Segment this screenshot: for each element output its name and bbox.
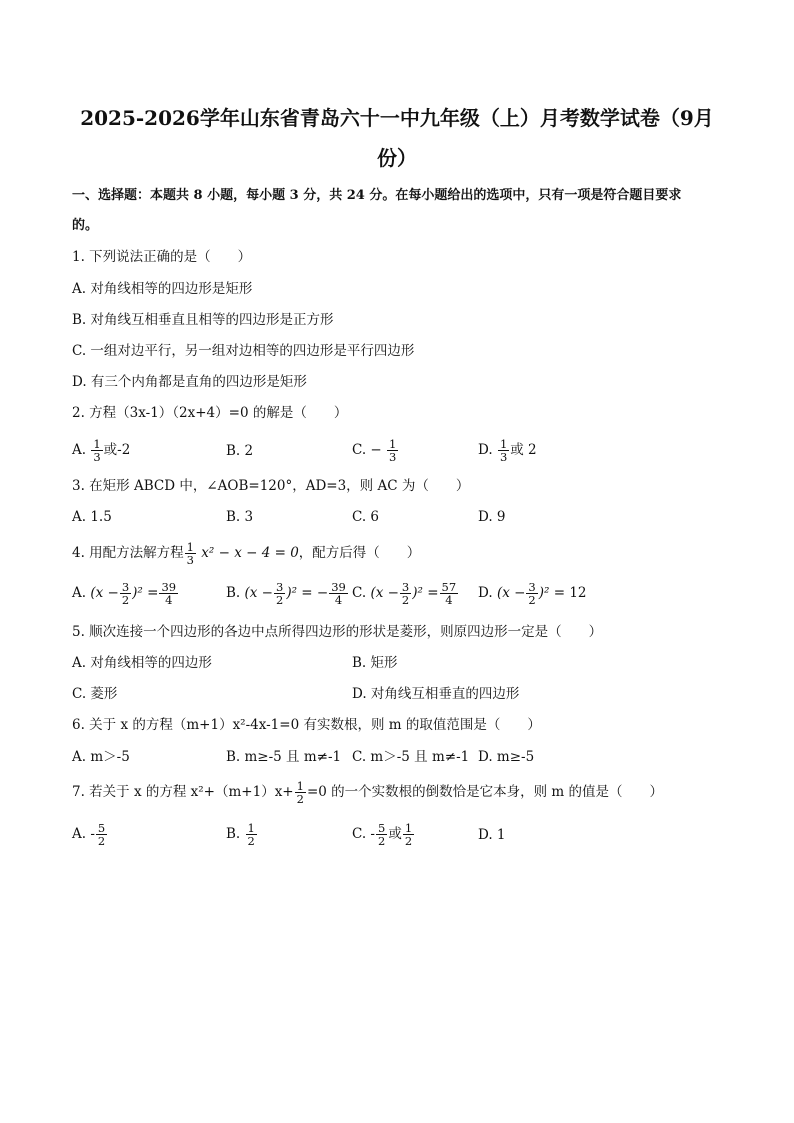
q1-option-a: A. 对角线相等的四边形是矩形 — [72, 281, 253, 297]
q7-c-den: 2 — [378, 834, 386, 848]
q2-a-num: 1 — [93, 437, 101, 451]
q5-option-c: C. 菱形 — [72, 686, 118, 702]
q4-b-num: 39 — [331, 580, 346, 594]
q4-a-fraction — [159, 581, 178, 606]
q3-option-c: C. 6 — [352, 509, 380, 525]
q4-d-sq-num: 3 — [528, 580, 536, 594]
q2-c-fraction — [387, 438, 398, 463]
q2-a-label: A. — [72, 442, 87, 458]
q4-c-sq-post: )² = — [412, 585, 439, 601]
q4-d-sq-post: )² = — [538, 585, 566, 601]
q7-b-num: 1 — [247, 821, 255, 835]
q4-d-label: D. — [478, 585, 493, 601]
q7-a-fraction — [96, 822, 107, 847]
q4-stem-post: ，配方后得（ ） — [298, 545, 421, 561]
q5-option-d: D. 对角线互相垂直的四边形 — [352, 686, 520, 702]
q4-b-label: B. — [226, 585, 241, 601]
q1-option-b: B. 对角线互相垂直且相等的四边形是正方形 — [72, 312, 334, 328]
q2-a-tail: 或-2 — [103, 442, 131, 458]
q4-stem-den: 3 — [186, 553, 194, 567]
q4-stem-fraction — [185, 541, 196, 566]
q4-b-sq-num: 3 — [276, 580, 284, 594]
q4-stem-equation: x² − x − 4 = 0 — [201, 545, 299, 561]
q4-a-sq-fraction — [120, 581, 131, 606]
q7-a-label: A. - — [72, 826, 95, 842]
q7-c-mid: 或 — [388, 826, 402, 842]
q4-c-sq-num: 3 — [401, 580, 410, 594]
q7-a-num: 5 — [97, 821, 106, 835]
q4-d-sq-pre: (x − — [496, 585, 526, 601]
q4-a-label: A. — [72, 585, 87, 601]
q4-c-den: 4 — [445, 593, 453, 607]
q4-d-sq-fraction — [526, 581, 537, 606]
q2-d-den: 3 — [499, 450, 508, 464]
q6-option-c: C. m＞-5 且 m≠-1 — [352, 749, 470, 765]
q5-option-a: A. 对角线相等的四边形 — [72, 655, 212, 671]
q1-option-d: D. 有三个内角都是直角的四边形是矩形 — [72, 374, 307, 390]
q3-option-d: D. 9 — [478, 509, 506, 525]
q4-c-sq-fraction — [400, 581, 411, 606]
q4-stem — [72, 541, 420, 566]
q7-stem-num: 1 — [296, 779, 304, 793]
q6-option-b: B. m≥-5 且 m≠-1 — [226, 749, 342, 765]
q4-c-num: 57 — [441, 580, 457, 594]
q4-option-d — [478, 581, 587, 606]
q7-a-den: 2 — [97, 834, 106, 848]
q2-c-num: 1 — [389, 437, 397, 451]
q4-b-den: 4 — [334, 593, 343, 607]
q5-option-b: B. 矩形 — [352, 655, 398, 671]
q7-option-b — [226, 822, 258, 847]
q2-option-d — [478, 438, 537, 463]
q7-c-fraction2 — [403, 822, 414, 847]
q4-a-sq-post: )² = — [132, 585, 159, 601]
section-instructions-line2: 的。 — [72, 218, 99, 233]
q4-b-sq-den: 2 — [276, 593, 284, 607]
q4-option-a — [72, 581, 179, 606]
q2-d-label: D. — [478, 442, 493, 458]
q2-d-tail: 或 2 — [510, 442, 537, 458]
q4-a-sq-num: 3 — [121, 580, 130, 594]
q5-stem: 5. 顺次连接一个四边形的各边中点所得四边形的形状是菱形，则原四边形一定是（ ） — [72, 624, 603, 640]
q7-stem — [72, 780, 663, 805]
q7-option-d: D. 1 — [478, 827, 506, 843]
q7-c-num: 5 — [378, 821, 386, 835]
q4-d-sq-den: 2 — [528, 593, 536, 607]
q4-a-sq-pre: (x − — [90, 585, 119, 601]
q2-d-fraction — [498, 438, 509, 463]
q2-stem: 2. 方程（3x-1）（2x+4）=0 的解是（ ） — [72, 405, 348, 421]
q3-option-a: A. 1.5 — [72, 509, 112, 525]
q3-option-b: B. 3 — [226, 509, 254, 525]
q2-a-fraction — [91, 438, 102, 463]
q2-c-label: C. − — [352, 442, 382, 458]
q4-a-sq-den: 2 — [121, 593, 130, 607]
q7-stem-fraction — [295, 780, 306, 805]
section-instructions-line1: 一、选择题：本题共 8 小题，每小题 3 分，共 24 分。在每小题给出的选项中，只有一项是符合题目要求 — [72, 188, 682, 203]
q6-stem: 6. 关于 x 的方程（m+1）x²-4x-1=0 有实数根，则 m 的取值范围是（ ） — [72, 717, 541, 733]
q4-a-num: 39 — [161, 580, 177, 594]
q7-stem-post: =0 的一个实数根的倒数恰是它本身，则 m 的值是（ ） — [306, 784, 664, 800]
q4-b-sq-pre: (x − — [244, 585, 273, 601]
q4-c-sq-pre: (x − — [370, 585, 399, 601]
q3-stem: 3. 在矩形 ABCD 中，∠AOB=120°，AD=3，则 AC 为（ ） — [72, 478, 470, 494]
q2-d-num: 1 — [499, 437, 508, 451]
q4-c-label: C. — [352, 585, 367, 601]
q7-b-label: B. — [226, 826, 241, 842]
q2-a-den: 3 — [93, 450, 101, 464]
q4-a-den: 4 — [165, 593, 173, 607]
q4-c-sq-den: 2 — [401, 593, 410, 607]
q7-stem-pre: 7. 若关于 x 的方程 x²+（m+1）x+ — [72, 784, 294, 800]
q2-option-c — [352, 438, 399, 463]
q6-option-d: D. m≥-5 — [478, 749, 535, 765]
q1-stem: 1. 下列说法正确的是（ ） — [72, 249, 252, 265]
q7-c-num2: 1 — [404, 821, 413, 835]
q4-option-b — [226, 581, 349, 606]
q7-b-den: 2 — [247, 834, 255, 848]
q2-option-a — [72, 438, 130, 463]
q7-b-fraction — [246, 822, 257, 847]
q2-c-den: 3 — [389, 450, 397, 464]
q4-c-fraction — [440, 581, 459, 606]
q6-option-a: A. m＞-5 — [72, 749, 130, 765]
q7-option-a — [72, 822, 108, 847]
q2-option-b: B. 2 — [226, 443, 254, 459]
q4-stem-num: 1 — [186, 540, 194, 554]
q4-b-sign: − — [316, 585, 329, 601]
q4-b-sq-fraction — [274, 581, 285, 606]
q1-option-c: C. 一组对边平行，另一组对边相等的四边形是平行四边形 — [72, 343, 415, 359]
q7-c-label: C. - — [352, 826, 375, 842]
q4-stem-pre: 4. 用配方法解方程 — [72, 545, 184, 561]
q4-d-value: 12 — [569, 585, 587, 601]
q7-c-fraction — [376, 822, 387, 847]
q4-b-sq-post: )² = — [286, 585, 313, 601]
q7-c-den2: 2 — [404, 834, 413, 848]
q4-option-c — [352, 581, 459, 606]
exam-title-line1: 2025-2026学年山东省青岛六十一中九年级（上）月考数学试卷（9月 — [80, 106, 714, 130]
exam-title-line2: 份） — [377, 146, 417, 170]
q7-stem-den: 2 — [296, 792, 304, 806]
q7-option-c — [352, 822, 415, 847]
q4-b-fraction — [329, 581, 348, 606]
